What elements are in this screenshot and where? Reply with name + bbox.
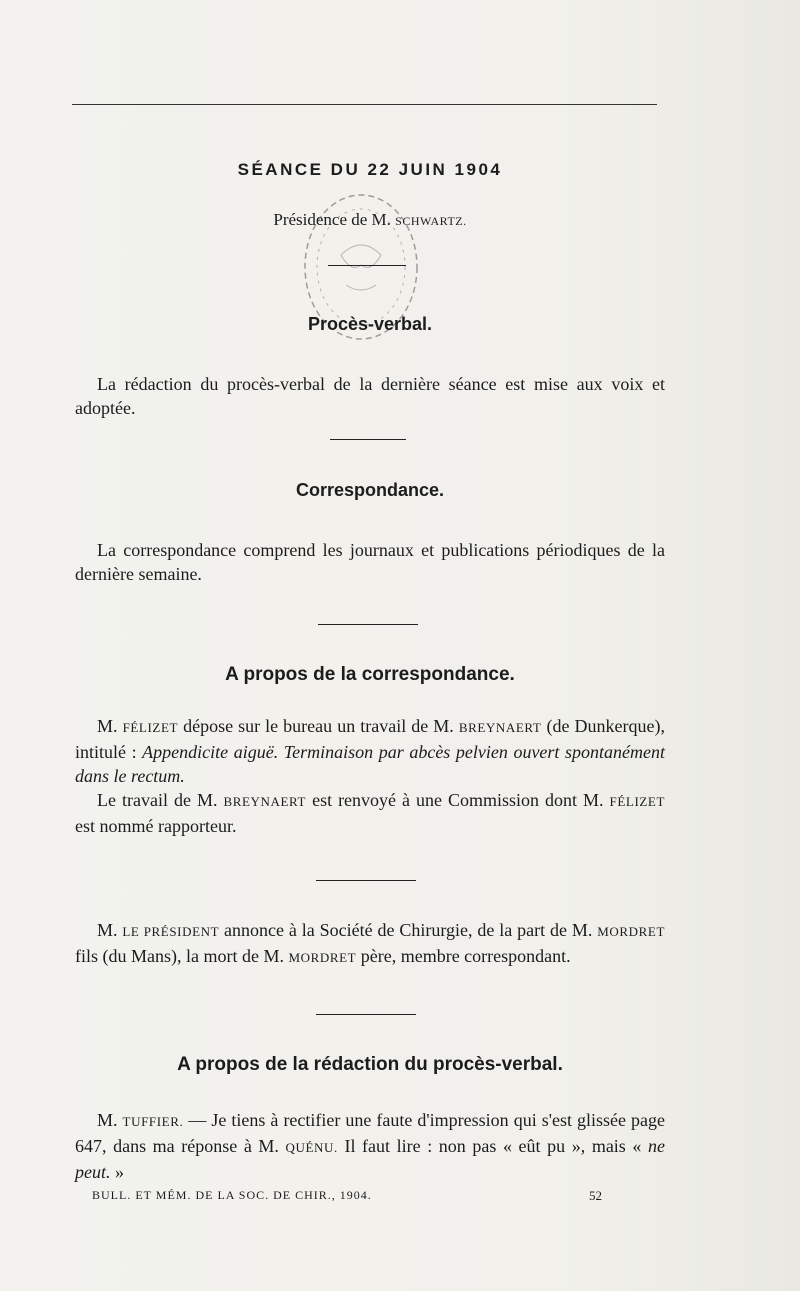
journal-reference: BULL. ET MÉM. DE LA SOC. DE CHIR., 1904. (92, 1188, 372, 1202)
text-span: (de Dunkerque), intitulé : (75, 716, 666, 762)
section-rule (316, 1014, 416, 1015)
page-number: 52 (589, 1188, 602, 1203)
text-span: — Je tiens à rectifier une faute d'impression qui s'est glissée page 647, dans ma réponse à M. (75, 1110, 665, 1156)
text-span: est renvoyé à une Commission dont M. (306, 790, 610, 810)
page-footer (92, 1188, 602, 1203)
surname: MORDRET (597, 924, 665, 939)
president-name: SCHWARTZ. (395, 214, 467, 228)
text-span: est nommé rapporteur. (75, 816, 237, 836)
surname: MORDRET (288, 950, 357, 965)
text-span: Le travail de M. (97, 790, 224, 810)
section-rule (330, 439, 406, 440)
text-span: M. (97, 1110, 123, 1130)
title-name: LE PRÉSIDENT (122, 924, 220, 939)
work-title: Appendicite aiguë. Terminaison par abcès pelvien ouvert spontanément dans le rectum. (75, 742, 665, 786)
tuffier-text (75, 1108, 665, 1184)
a-propos-redaction-heading: A propos de la rédaction du procès-verbal. (177, 1054, 563, 1075)
annonce-text (75, 918, 665, 970)
felizet-paragraph (75, 714, 665, 838)
surname: FÉLIZET (609, 794, 665, 809)
correspondance-text: La correspondance comprend les journaux et publications périodiques de la dernière semaine. (75, 540, 665, 584)
seance-title: SÉANCE DU 22 JUIN 1904 (237, 160, 503, 179)
text-span: Il faut lire : non pas « eût pu », mais « (337, 1136, 648, 1156)
text-span: M. (97, 920, 123, 940)
proces-verbal-heading: Procès-verbal. (307, 314, 433, 334)
text-span: M. (97, 716, 123, 736)
text-span: dépose sur le bureau un travail de M. (178, 716, 459, 736)
text-span: » (110, 1162, 124, 1182)
annonce-paragraph (75, 918, 665, 970)
proces-verbal-text: La rédaction du procès-verbal de la dernière séance est mise aux voix et adoptée. (75, 374, 665, 418)
surname: BREYNAERT (458, 720, 542, 735)
section-rule (316, 880, 416, 881)
proces-verbal-paragraph (75, 372, 665, 420)
presidence-rule (328, 265, 406, 266)
surname: QUÉNU. (285, 1140, 338, 1155)
presidence-prefix: Présidence de M. (273, 210, 396, 229)
header-rule (72, 104, 657, 105)
section-rule (318, 624, 418, 625)
text-span: père, membre correspondant. (356, 946, 571, 966)
correspondance-heading: Correspondance. (295, 480, 445, 500)
surname: BREYNAERT (223, 794, 307, 809)
a-propos-correspondance-heading: A propos de la correspondance. (225, 664, 515, 685)
felizet-text (75, 714, 665, 788)
surname: TUFFIER. (122, 1114, 184, 1129)
text-span: annonce à la Société de Chirurgie, de la part de M. (219, 920, 598, 940)
text-span: fils (du Mans), la mort de M. (75, 946, 289, 966)
correspondance-paragraph (75, 538, 665, 586)
quoted-correction: ne peut. (75, 1136, 665, 1182)
tuffier-paragraph (75, 1108, 665, 1184)
surname: FÉLIZET (122, 720, 179, 735)
commission-text (75, 788, 665, 838)
